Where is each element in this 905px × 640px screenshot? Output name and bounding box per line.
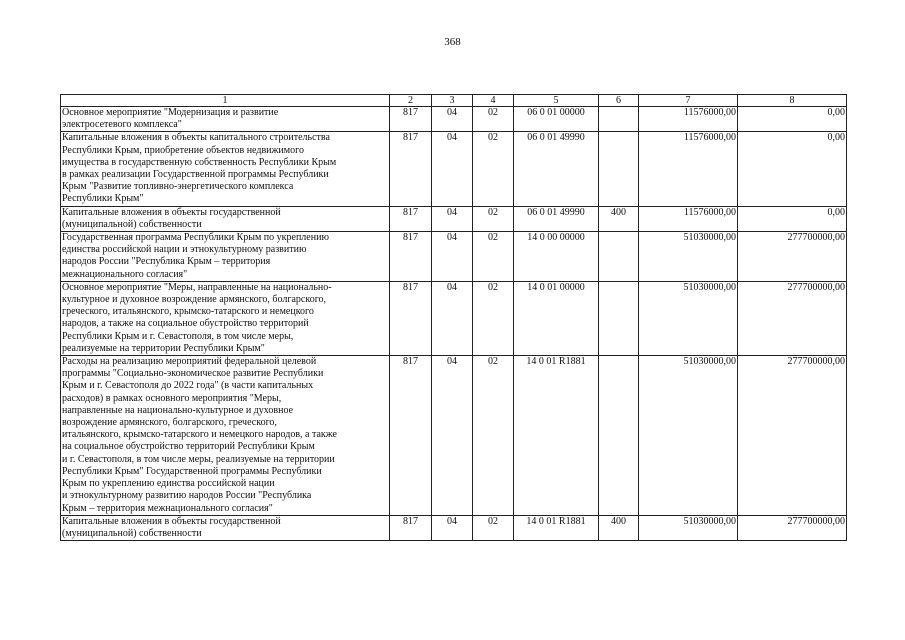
cell-amount-2: 0,00: [738, 206, 847, 231]
cell-subsection: 02: [473, 281, 514, 355]
row-name: Капитальные вложения в объекты капитального строительства Республики Крым, приобретение объектов недвижимого имущества в государственную собственность Республики Крым в рамках реализации Государственной программы Республики Крым "Развитие топливно-энергетического комплекса Республики Крым": [61, 132, 390, 206]
row-name: Основное мероприятие "Модернизация и развитие электросетевого комплекса": [61, 107, 390, 132]
cell-amount-1: 51030000,00: [639, 232, 738, 282]
column-header: 2: [390, 95, 432, 107]
cell-expense-type: [599, 232, 639, 282]
cell-section: 04: [432, 281, 473, 355]
budget-table: [60, 94, 847, 541]
cell-expense-type: [599, 356, 639, 516]
row-name: Государственная программа Республики Крым по укреплению единства российской нации и этнокультурному развитию народов России "Республика Крым – территория межнационального согласия": [61, 232, 390, 282]
cell-ministry-code: 817: [390, 132, 432, 206]
cell-amount-2: 277700000,00: [738, 232, 847, 282]
table-row: [61, 206, 847, 231]
cell-expense-type: [599, 281, 639, 355]
cell-expense-type: 400: [599, 515, 639, 540]
table-row: [61, 281, 847, 355]
cell-section: 04: [432, 232, 473, 282]
cell-ministry-code: 817: [390, 206, 432, 231]
cell-amount-2: 277700000,00: [738, 515, 847, 540]
cell-section: 04: [432, 356, 473, 516]
cell-amount-2: 277700000,00: [738, 356, 847, 516]
cell-amount-2: 277700000,00: [738, 281, 847, 355]
cell-subsection: 02: [473, 232, 514, 282]
cell-amount-1: 11576000,00: [639, 107, 738, 132]
cell-expense-type: [599, 107, 639, 132]
page-number: 368: [444, 36, 461, 48]
cell-ministry-code: 817: [390, 107, 432, 132]
cell-target-article: 14 0 00 00000: [514, 232, 599, 282]
column-header: 1: [61, 95, 390, 107]
table-row: [61, 132, 847, 206]
cell-target-article: 06 0 01 00000: [514, 107, 599, 132]
cell-amount-1: 11576000,00: [639, 132, 738, 206]
cell-ministry-code: 817: [390, 281, 432, 355]
cell-amount-1: 51030000,00: [639, 281, 738, 355]
cell-target-article: 14 0 01 R1881: [514, 515, 599, 540]
column-header: 4: [473, 95, 514, 107]
cell-amount-2: 0,00: [738, 132, 847, 206]
row-name: Капитальные вложения в объекты государственной (муниципальной) собственности: [61, 206, 390, 231]
cell-target-article: 14 0 01 00000: [514, 281, 599, 355]
table-row: [61, 232, 847, 282]
column-header: 6: [599, 95, 639, 107]
cell-subsection: 02: [473, 206, 514, 231]
row-name: Капитальные вложения в объекты государственной (муниципальной) собственности: [61, 515, 390, 540]
cell-target-article: 06 0 01 49990: [514, 132, 599, 206]
column-header: 3: [432, 95, 473, 107]
column-header: 5: [514, 95, 599, 107]
cell-subsection: 02: [473, 356, 514, 516]
cell-expense-type: [599, 132, 639, 206]
cell-section: 04: [432, 206, 473, 231]
cell-section: 04: [432, 515, 473, 540]
table-row: [61, 515, 847, 540]
column-header: 8: [738, 95, 847, 107]
column-header: 7: [639, 95, 738, 107]
cell-subsection: 02: [473, 107, 514, 132]
cell-target-article: 06 0 01 49990: [514, 206, 599, 231]
cell-section: 04: [432, 132, 473, 206]
table-row: [61, 356, 847, 516]
cell-amount-1: 51030000,00: [639, 356, 738, 516]
cell-target-article: 14 0 01 R1881: [514, 356, 599, 516]
row-name: Основное мероприятие "Меры, направленные на национально- культурное и духовное возрождение армянского, болгарского, греческого, итальянского, крымско-татарского и немецкого народов, а также на социальное обустройство территорий Республики Крым и г. Севастополя, в том числе меры, реализуемые на территории Республики Крым": [61, 281, 390, 355]
cell-subsection: 02: [473, 515, 514, 540]
cell-amount-2: 0,00: [738, 107, 847, 132]
cell-expense-type: 400: [599, 206, 639, 231]
header-row: [61, 95, 847, 107]
cell-amount-1: 11576000,00: [639, 206, 738, 231]
cell-ministry-code: 817: [390, 232, 432, 282]
cell-ministry-code: 817: [390, 515, 432, 540]
table-row: [61, 107, 847, 132]
row-name: Расходы на реализацию мероприятий федеральной целевой программы "Социально-экономическое развитие Республики Крым и г. Севастополя до 2022 года" (в части капитальных расходов) в рамках основного мероприятия "Меры, направленные на национально-культурное и духовное возрождение армянского, болгарского, греческого, итальянского, крымско-татарского и немецкого народов, а также на социальное обустройство территорий Республики Крым и г. Севастополя, в том числе меры, реализуемые на территории Республики Крым" Государственной программы Республики Крым по укреплению единства российской нации и этнокультурному развитию народов России "Республика Крым – территория межнационального согласия": [61, 356, 390, 516]
cell-section: 04: [432, 107, 473, 132]
cell-amount-1: 51030000,00: [639, 515, 738, 540]
cell-ministry-code: 817: [390, 356, 432, 516]
cell-subsection: 02: [473, 132, 514, 206]
